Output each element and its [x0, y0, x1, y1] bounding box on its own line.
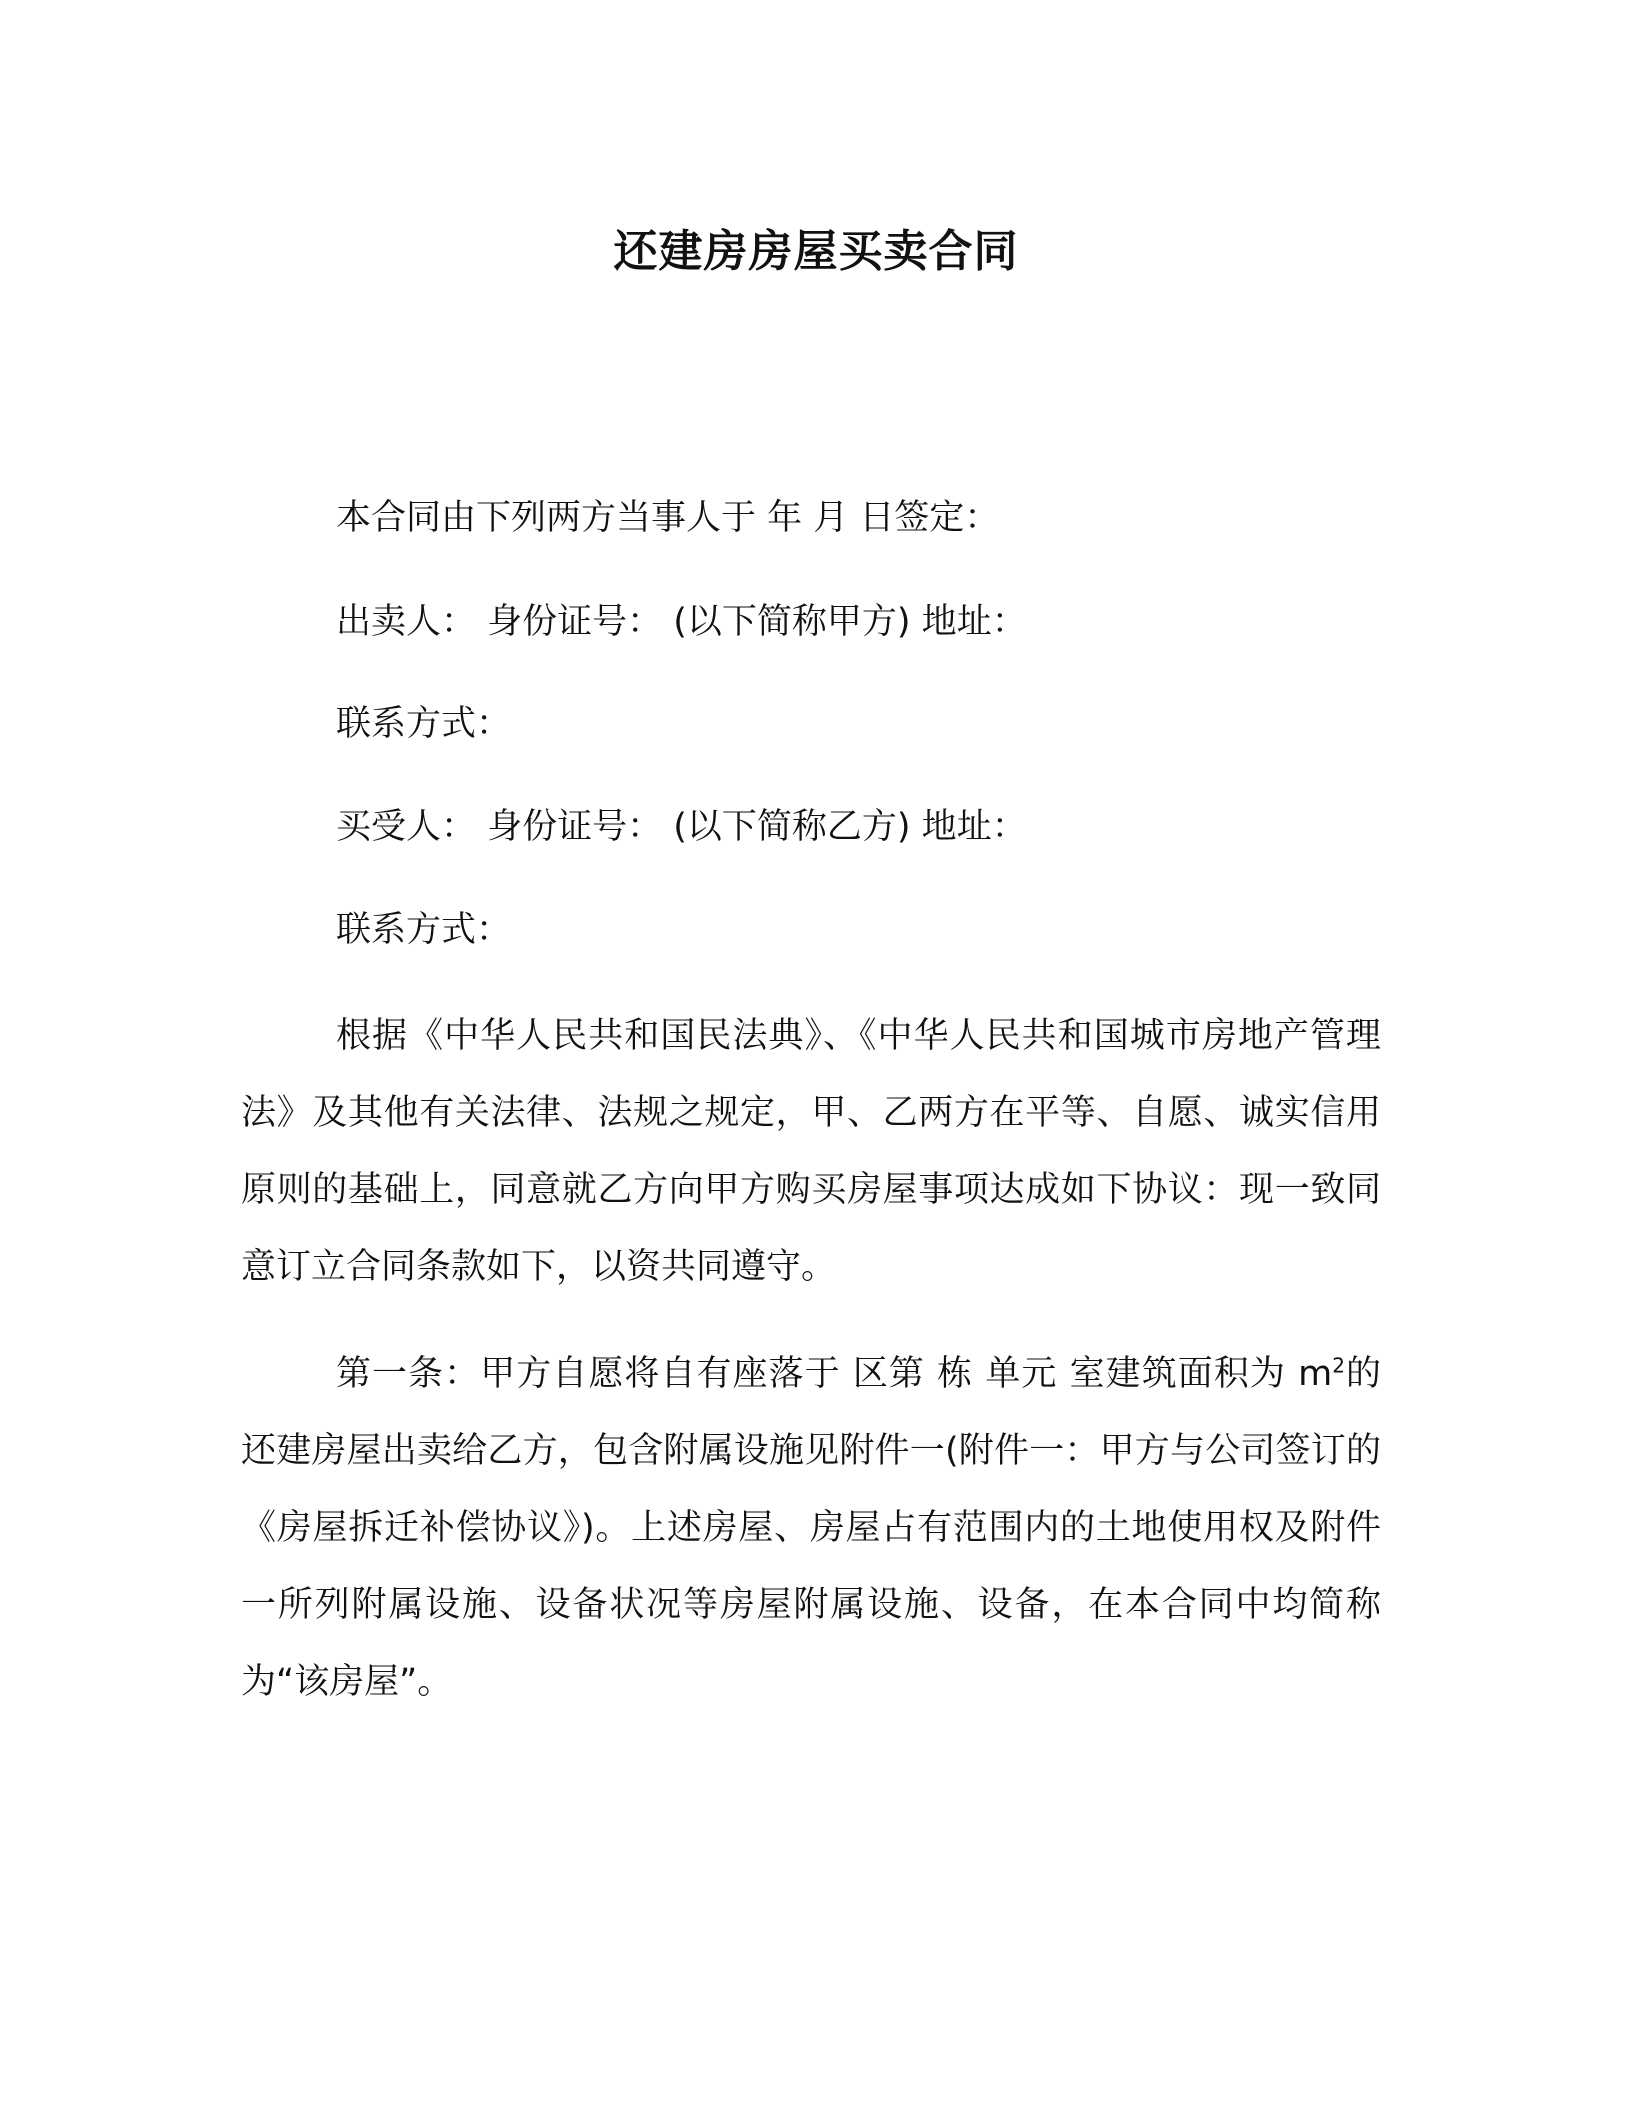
basis-paragraph: 根据《中华人民共和国民法典》、《中华人民共和国城市房地产管理法》及其他有关法律、法规之规定，甲、乙两方在平等、自愿、诚实信用原则的基础上，同意就乙方向甲方购买房屋事项达成如下协议：现一致同意订立合同条款如下，以资共同遵守。 — [241, 1016, 1381, 1287]
buyer-contact-line: 联系方式： — [336, 910, 512, 950]
article-one-paragraph — [241, 1336, 1381, 1721]
article-one-text-end: 的还建房屋出卖给乙方，包含附属设施见附件一(附件一：甲方与公司签订的《房屋拆迁补偿协议》)。上述房屋、房屋占有范围内的土地使用权及附件一所列附属设施、设备状况等房屋附属设施、设备，在本合同中均简称为“该房屋”。 — [241, 1354, 1381, 1702]
seller-line: 出卖人： 身份证号： (以下简称甲方) 地址： — [336, 602, 1027, 642]
buyer-line: 买受人： 身份证号： (以下简称乙方) 地址： — [336, 807, 1027, 847]
article-one-text-start: 第一条：甲方自愿将自有座落于 区第 栋 单元 室建筑面积为 m — [336, 1354, 1333, 1394]
square-meter-superscript: 2 — [1332, 1353, 1345, 1378]
intro-line: 本合同由下列两方当事人于 年 月 日签定： — [336, 498, 1000, 538]
seller-contact-line: 联系方式： — [336, 704, 512, 744]
document-title: 还建房房屋买卖合同 — [613, 226, 1019, 277]
